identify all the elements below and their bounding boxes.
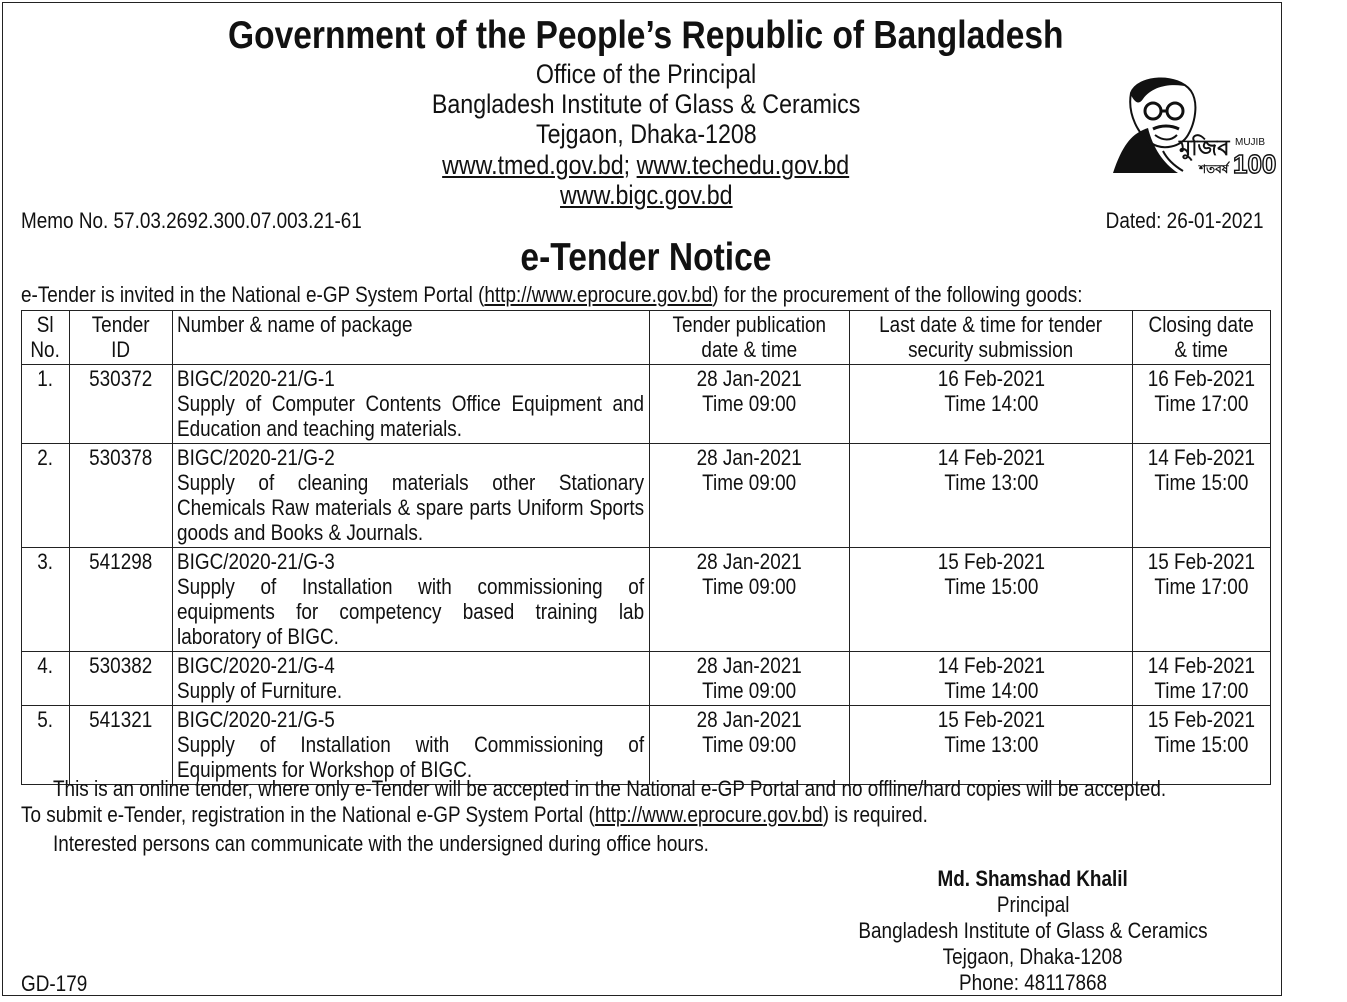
cell-closing: 15 Feb-2021 Time 17:00 — [1132, 548, 1270, 652]
cell-sl: 2. — [22, 444, 70, 548]
cell-publication: 28 Jan-2021 Time 09:00 — [650, 652, 850, 706]
cell-publication: 28 Jan-2021 Time 09:00 — [650, 444, 850, 548]
cell-tender-id: 541321 — [69, 706, 172, 785]
government-title: Government of the People’s Republic of Bangladesh — [228, 14, 1064, 57]
online-tender-paragraph: This is an online tender, where only e-Tender will be accepted in the National e-GP Portal and no offline/hard copies will be accepted. — [53, 776, 1167, 801]
website-bigc-link[interactable]: www.bigc.gov.bd — [559, 180, 733, 210]
header-sl-no: Sl No. — [22, 311, 70, 365]
cell-security: 14 Feb-2021 Time 14:00 — [850, 652, 1133, 706]
website-bigc-line — [3, 180, 1289, 210]
cell-package: BIGC/2020-21/G-5 Supply of Installation with Commissioning of Equipments for Workshop of BIGC. — [172, 706, 649, 785]
header-package: Number & name of package — [172, 311, 649, 365]
tender-notice-page — [2, 2, 1282, 996]
cell-package: BIGC/2020-21/G-2 Supply of cleaning materials other Stationary Chemicals Raw materials & spare parts Uniform Sports goods and Books & Journals. — [172, 444, 649, 548]
signatory-address: Tejgaon, Dhaka-1208 — [943, 944, 1123, 969]
table-row — [22, 444, 1271, 548]
cell-publication: 28 Jan-2021 Time 09:00 — [650, 365, 850, 444]
header-tender-id: Tender ID — [69, 311, 172, 365]
header-closing: Closing date & time — [1132, 311, 1270, 365]
contact-paragraph: Interested persons can communicate with the undersigned during office hours. — [53, 831, 709, 856]
cell-tender-id: 530382 — [69, 652, 172, 706]
header-security-submission: Last date & time for tender security submission — [850, 311, 1133, 365]
cell-security: 15 Feb-2021 Time 13:00 — [850, 706, 1133, 785]
table-row — [22, 365, 1271, 444]
table-header-row — [22, 311, 1271, 365]
cell-package: BIGC/2020-21/G-4 Supply of Furniture. — [172, 652, 649, 706]
reference-code: GD-179 — [21, 971, 88, 996]
cell-closing: 16 Feb-2021 Time 17:00 — [1132, 365, 1270, 444]
cell-security: 16 Feb-2021 Time 14:00 — [850, 365, 1133, 444]
institute-line: Bangladesh Institute of Glass & Ceramics — [431, 89, 861, 119]
cell-tender-id: 530378 — [69, 444, 172, 548]
memo-date: Dated: 26-01-2021 — [1105, 208, 1263, 233]
cell-tender-id: 530372 — [69, 365, 172, 444]
signatory-phone: Phone: 48117868 — [958, 970, 1108, 995]
cell-package: BIGC/2020-21/G-3 Supply of Installation with commissioning of equipments for competency based training lab laboratory of BIGC. — [172, 548, 649, 652]
notice-intro: e-Tender is invited in the National e-GP System Portal (http://www.eprocure.gov.bd) for the procurement of the following goods: — [21, 282, 1083, 307]
cell-tender-id: 541298 — [69, 548, 172, 652]
signatory-designation: Principal — [996, 892, 1070, 917]
eprocure-registration-link[interactable]: http://www.eprocure.gov.bd — [594, 802, 823, 827]
cell-closing: 14 Feb-2021 Time 17:00 — [1132, 652, 1270, 706]
signatory-name: Md. Shamshad Khalil — [937, 866, 1129, 891]
tender-table — [21, 310, 1271, 785]
mujib-portrait-icon — [1103, 73, 1277, 183]
cell-publication: 28 Jan-2021 Time 09:00 — [650, 548, 850, 652]
cell-publication: 28 Jan-2021 Time 09:00 — [650, 706, 850, 785]
table-row — [22, 548, 1271, 652]
registration-paragraph: To submit e-Tender, registration in the National e-GP System Portal (http://www.eprocure.gov.bd) is required. — [21, 802, 928, 827]
cell-package: BIGC/2020-21/G-1 Supply of Computer Contents Office Equipment and Education and teaching materials. — [172, 365, 649, 444]
eprocure-link[interactable]: http://www.eprocure.gov.bd — [484, 282, 713, 307]
cell-closing: 15 Feb-2021 Time 15:00 — [1132, 706, 1270, 785]
header-publication: Tender publication date & time — [650, 311, 850, 365]
svg-text:মুজিব: মুজিব — [1179, 136, 1230, 161]
office-line: Office of the Principal — [535, 59, 757, 89]
memo-number: Memo No. 57.03.2692.300.07.003.21-61 — [21, 208, 362, 233]
cell-sl: 4. — [22, 652, 70, 706]
signatory-institute: Bangladesh Institute of Glass & Ceramics — [858, 918, 1208, 943]
cell-sl: 3. — [22, 548, 70, 652]
svg-text:100: 100 — [1233, 149, 1277, 179]
address-line: Tejgaon, Dhaka-1208 — [535, 119, 757, 149]
notice-title: e-Tender Notice — [520, 236, 772, 279]
table-row — [22, 652, 1271, 706]
cell-sl: 1. — [22, 365, 70, 444]
website-tmed-link[interactable]: www.tmed.gov.bd — [442, 150, 625, 180]
website-techedu-link[interactable]: www.techedu.gov.bd — [636, 150, 850, 180]
table-row — [22, 706, 1271, 785]
cell-security: 15 Feb-2021 Time 15:00 — [850, 548, 1133, 652]
cell-security: 14 Feb-2021 Time 13:00 — [850, 444, 1133, 548]
svg-text:শতবর্ষ: শতবর্ষ — [1199, 162, 1229, 176]
websites-line: www.tmed.gov.bd; www.techedu.gov.bd — [442, 150, 850, 180]
svg-text:MUJIB: MUJIB — [1235, 137, 1265, 148]
cell-closing: 14 Feb-2021 Time 15:00 — [1132, 444, 1270, 548]
mujib-100-logo — [1103, 73, 1277, 183]
cell-sl: 5. — [22, 706, 70, 785]
